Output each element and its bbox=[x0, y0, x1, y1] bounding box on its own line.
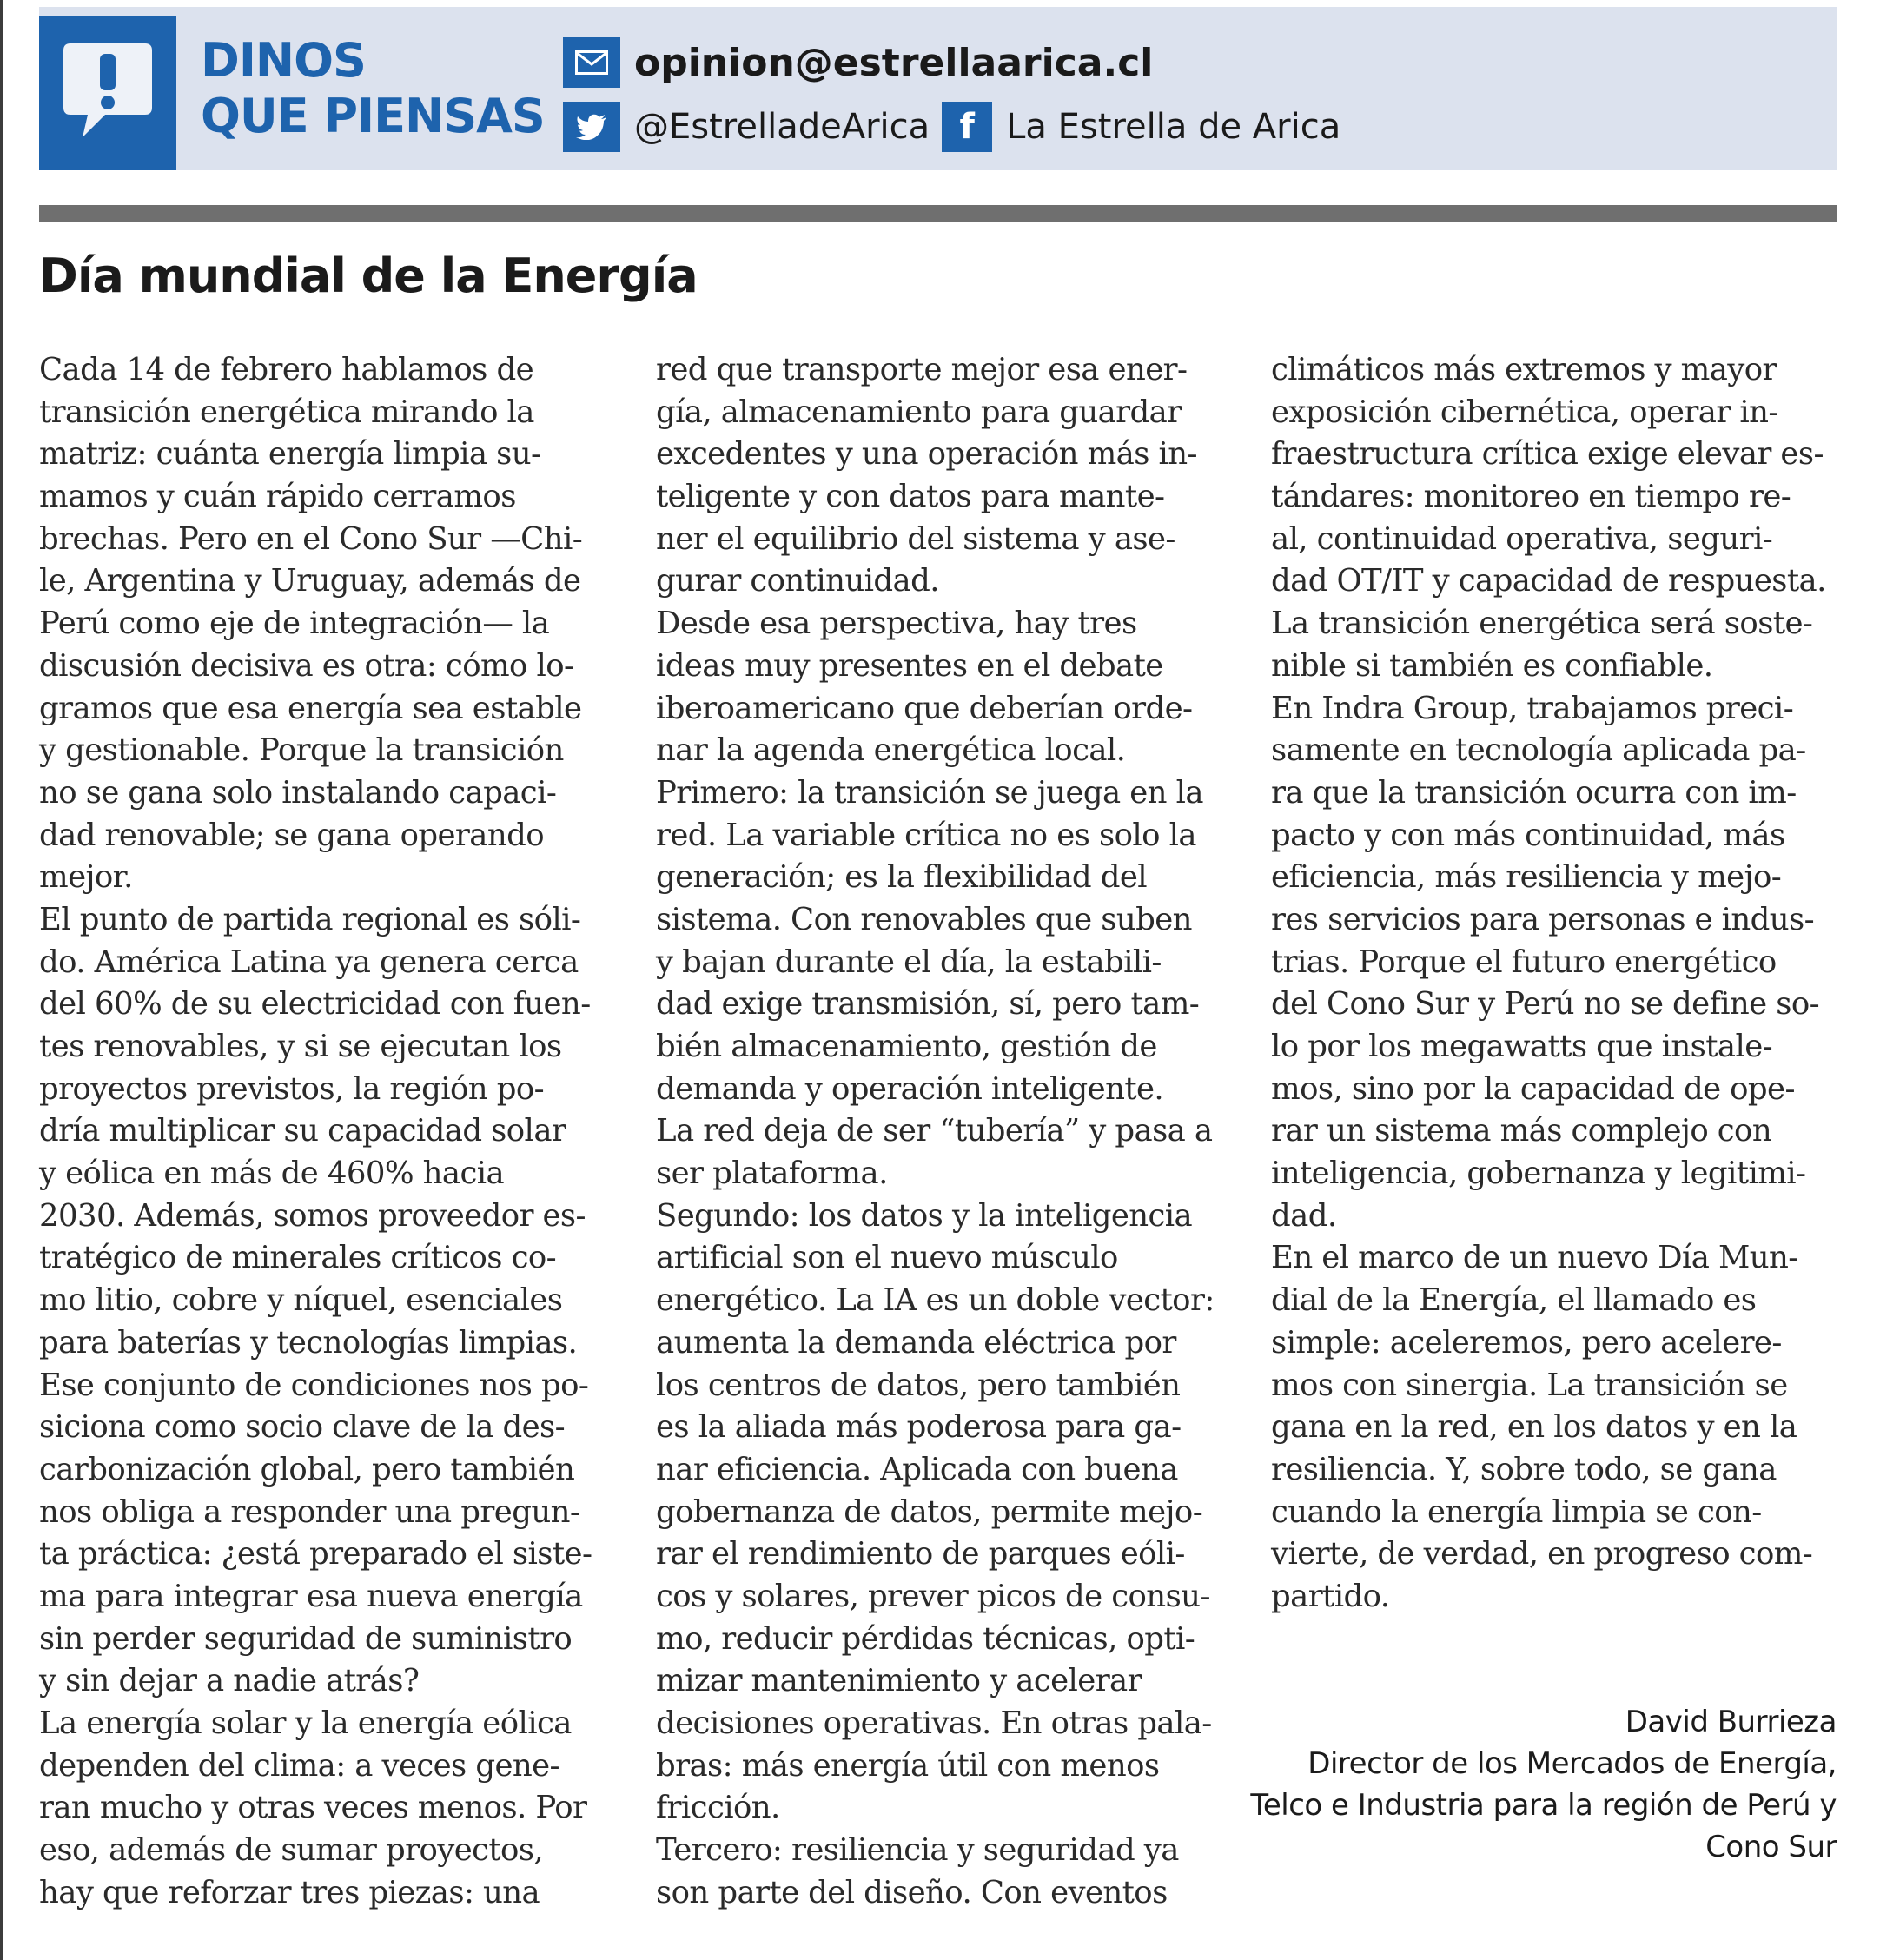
text-line: bién almacenamiento, gestión de bbox=[656, 1029, 1157, 1064]
text-line: resiliencia. Y, sobre todo, se gana bbox=[1271, 1451, 1777, 1487]
text-line: Ese conjunto de condiciones nos po- bbox=[39, 1367, 589, 1403]
text-line: trias. Porque el futuro energético bbox=[1271, 944, 1777, 980]
text-line: brechas. Pero en el Cono Sur —Chi- bbox=[39, 520, 583, 557]
text-line: nos obliga a responder una pregun- bbox=[39, 1493, 580, 1530]
text-line: bras: más energía útil con menos bbox=[656, 1747, 1160, 1784]
text-line: El punto de partida regional es sóli- bbox=[39, 901, 581, 937]
text-line: es la aliada más poderosa para ga- bbox=[656, 1409, 1182, 1446]
text-line: hay que reforzar tres piezas: una bbox=[39, 1874, 540, 1910]
text-line: La transición energética será soste- bbox=[1271, 606, 1813, 642]
mail-icon bbox=[563, 37, 620, 88]
text-line: inteligencia, gobernanza y legitimi- bbox=[1271, 1155, 1806, 1192]
text-line: generación; es la flexibilidad del bbox=[656, 859, 1148, 896]
text-line: En el marco de un nuevo Día Mun- bbox=[1271, 1240, 1798, 1276]
text-line: dad exige transmisión, sí, pero tam- bbox=[656, 986, 1200, 1023]
article-column-1 bbox=[39, 349, 630, 1914]
text-line: energético. La IA es un doble vector: bbox=[656, 1282, 1215, 1319]
text-line: eso, además de sumar proyectos, bbox=[39, 1832, 544, 1869]
text-line: 2030. Además, somos proveedor es- bbox=[39, 1197, 586, 1234]
text-line: matriz: cuánta energía limpia su- bbox=[39, 436, 541, 473]
text-line: mo litio, cobre y níquel, esenciales bbox=[39, 1282, 563, 1319]
text-line: Segundo: los datos y la inteligencia bbox=[656, 1197, 1193, 1234]
text-line: tes renovables, y si se ejecutan los bbox=[39, 1029, 562, 1064]
text-line: y bajan durante el día, la estabili- bbox=[656, 944, 1162, 980]
text-line: nar eficiencia. Aplicada con buena bbox=[656, 1451, 1178, 1487]
text-line: gurar continuidad. bbox=[656, 563, 939, 599]
text-line: cos y solares, prever picos de consu- bbox=[656, 1578, 1210, 1614]
text-line: vierte, de verdad, en progreso com- bbox=[1271, 1536, 1813, 1573]
text-line: ser plataforma. bbox=[656, 1155, 888, 1192]
text-line: partido. bbox=[1271, 1578, 1390, 1614]
text-line: transición energética mirando la bbox=[39, 394, 534, 430]
text-line: mo, reducir pérdidas técnicas, opti- bbox=[656, 1620, 1195, 1657]
text-line: dría multiplicar su capacidad solar bbox=[39, 1113, 566, 1149]
text-line: mejor. bbox=[39, 859, 133, 896]
text-line: red que transporte mejor esa ener- bbox=[656, 352, 1188, 387]
text-line: do. América Latina ya genera cerca bbox=[39, 944, 579, 980]
text-line: son parte del diseño. Con eventos bbox=[656, 1874, 1168, 1910]
text-line: ra que la transición ocurra con im- bbox=[1271, 774, 1797, 811]
text-line: gana en la red, en los datos y en la bbox=[1271, 1409, 1797, 1446]
text-line: cuando la energía limpia se con- bbox=[1271, 1493, 1762, 1530]
text-line: proyectos previstos, la región po- bbox=[39, 1070, 544, 1107]
exclamation-speech-icon bbox=[39, 16, 176, 170]
text-line: y sin dejar a nadie atrás? bbox=[39, 1663, 420, 1699]
text-line: teligente y con datos para mante- bbox=[656, 479, 1165, 515]
text-line: tratégico de minerales críticos co- bbox=[39, 1240, 557, 1276]
text-line: Cada 14 de febrero hablamos de bbox=[39, 352, 533, 387]
opinion-header-band bbox=[39, 7, 1837, 170]
text-line: sistema. Con renovables que suben bbox=[656, 901, 1192, 937]
text-line: dad OT/IT y capacidad de respuesta. bbox=[1271, 563, 1826, 599]
twitter-icon[interactable] bbox=[563, 102, 620, 152]
text-line: decisiones operativas. En otras pala- bbox=[656, 1705, 1212, 1741]
text-line: La energía solar y la energía eólica bbox=[39, 1705, 572, 1741]
text-line: Primero: la transición se juega en la bbox=[656, 774, 1203, 811]
text-line: dad. bbox=[1271, 1197, 1337, 1234]
text-line: del 60% de su electricidad con fuen- bbox=[39, 986, 591, 1023]
text-line: al, continuidad operativa, seguri- bbox=[1271, 520, 1773, 557]
text-line: mamos y cuán rápido cerramos bbox=[39, 479, 516, 515]
email-address[interactable]: opinion@estrellaarica.cl bbox=[634, 40, 1154, 85]
text-line: carbonización global, pero también bbox=[39, 1451, 575, 1487]
facebook-page[interactable]: La Estrella de Arica bbox=[1006, 107, 1341, 147]
text-line: aumenta la demanda eléctrica por bbox=[656, 1324, 1176, 1361]
text-line: mizar mantenimiento y acelerar bbox=[656, 1663, 1142, 1699]
text-line: tándares: monitoreo en tiempo re- bbox=[1271, 479, 1791, 515]
text-line: ma para integrar esa nueva energía bbox=[39, 1578, 583, 1614]
text-line: mos con sinergia. La transición se bbox=[1271, 1367, 1788, 1403]
text-line: res servicios para personas e indus- bbox=[1271, 901, 1815, 937]
text-line: fraestructura crítica exige elevar es- bbox=[1271, 436, 1824, 473]
text-line: exposición cibernética, operar in- bbox=[1271, 394, 1778, 430]
page-left-rule bbox=[0, 0, 3, 1960]
author-name: David Burrieza bbox=[1625, 1705, 1837, 1739]
text-line: y gestionable. Porque la transición bbox=[39, 732, 564, 769]
text-line: Tercero: resiliencia y seguridad ya bbox=[656, 1832, 1179, 1869]
text-line: los centros de datos, pero también bbox=[656, 1367, 1181, 1403]
section-brand bbox=[201, 33, 545, 144]
text-line: samente en tecnología aplicada pa- bbox=[1271, 732, 1806, 769]
text-line: En Indra Group, trabajamos preci- bbox=[1271, 690, 1794, 726]
section-divider-bar bbox=[39, 205, 1837, 222]
text-line: dependen del clima: a veces gene- bbox=[39, 1747, 559, 1784]
text-line: discusión decisiva es otra: cómo lo- bbox=[39, 647, 574, 684]
text-line: nible si también es confiable. bbox=[1271, 647, 1713, 684]
text-line: pacto y con más continuidad, más bbox=[1271, 817, 1785, 853]
text-line: demanda y operación inteligente. bbox=[656, 1070, 1164, 1107]
author-role-line: Cono Sur bbox=[1705, 1830, 1837, 1864]
text-line: gobernanza de datos, permite mejo- bbox=[656, 1493, 1203, 1530]
text-line: ta práctica: ¿está preparado el siste- bbox=[39, 1536, 592, 1573]
text-line: artificial son el nuevo músculo bbox=[656, 1240, 1118, 1276]
brand-line-2: QUE PIENSAS bbox=[201, 89, 545, 143]
text-line: del Cono Sur y Perú no se define so- bbox=[1271, 986, 1820, 1023]
email-contact[interactable] bbox=[563, 37, 1153, 88]
text-line: La red deja de ser “tubería” y pasa a bbox=[656, 1113, 1213, 1149]
social-contacts bbox=[563, 102, 1340, 152]
twitter-handle[interactable]: @EstrelladeArica bbox=[634, 107, 930, 147]
text-line: ran mucho y otras veces menos. Por bbox=[39, 1790, 587, 1826]
author-role-line: Telco e Industria para la región de Perú y bbox=[1250, 1788, 1837, 1823]
text-line: ideas muy presentes en el debate bbox=[656, 647, 1163, 684]
text-line: eficiencia, más resiliencia y mejo- bbox=[1271, 859, 1782, 896]
text-line: siciona como socio clave de la des- bbox=[39, 1409, 566, 1446]
text-line: nar la agenda energética local. bbox=[656, 732, 1126, 769]
text-line: le, Argentina y Uruguay, además de bbox=[39, 563, 581, 599]
brand-line-1: DINOS bbox=[201, 33, 366, 88]
text-line: red. La variable crítica no es solo la bbox=[656, 817, 1196, 853]
text-line: excedentes y una operación más in- bbox=[656, 436, 1197, 473]
text-line: sin perder seguridad de suministro bbox=[39, 1620, 573, 1657]
text-line: iberoamericano que deberían orde- bbox=[656, 690, 1193, 726]
text-line: Desde esa perspectiva, hay tres bbox=[656, 606, 1137, 642]
text-line: dad renovable; se gana operando bbox=[39, 817, 544, 853]
text-line: fricción. bbox=[656, 1790, 780, 1826]
facebook-icon[interactable]: f bbox=[942, 102, 992, 152]
text-line: no se gana solo instalando capaci- bbox=[39, 774, 557, 811]
author-role-line: Director de los Mercados de Energía, bbox=[1307, 1746, 1837, 1781]
article-column-2 bbox=[656, 349, 1247, 1914]
text-line: lo por los megawatts que instale- bbox=[1271, 1029, 1773, 1064]
text-line: dial de la Energía, el llamado es bbox=[1271, 1282, 1757, 1319]
article-title: Día mundial de la Energía bbox=[39, 248, 698, 303]
text-line: ner el equilibrio del sistema y ase- bbox=[656, 520, 1175, 557]
text-line: simple: aceleremos, pero acelere- bbox=[1271, 1324, 1782, 1361]
article-column-3 bbox=[1271, 349, 1862, 1619]
text-line: gía, almacenamiento para guardar bbox=[656, 394, 1182, 430]
text-line: rar un sistema más complejo con bbox=[1271, 1113, 1772, 1149]
text-line: rar el rendimiento de parques eóli- bbox=[656, 1536, 1185, 1573]
author-signature bbox=[1250, 1701, 1837, 1868]
text-line: climáticos más extremos y mayor bbox=[1271, 352, 1777, 387]
text-line: gramos que esa energía sea estable bbox=[39, 690, 582, 726]
text-line: para baterías y tecnologías limpias. bbox=[39, 1324, 578, 1361]
text-line: mos, sino por la capacidad de ope- bbox=[1271, 1070, 1795, 1107]
text-line: y eólica en más de 460% hacia bbox=[39, 1155, 505, 1192]
text-line: Perú como eje de integración— la bbox=[39, 606, 550, 642]
